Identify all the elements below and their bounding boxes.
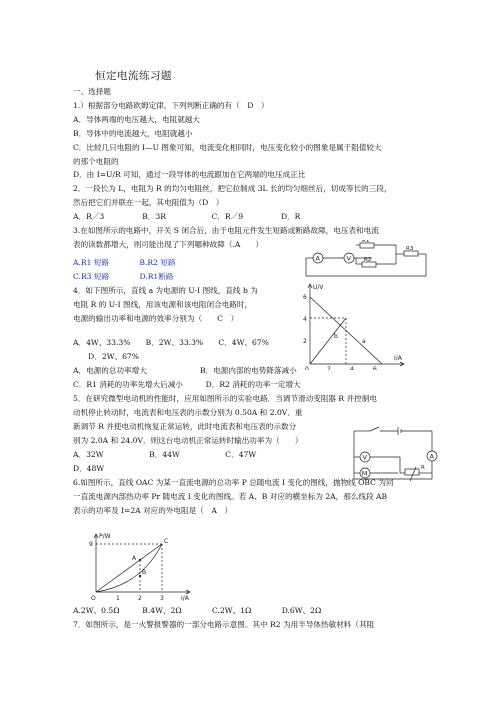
q6-options: A.2W、0.5Ω B.4W、2Ω C.2W、1Ω D.6W、2Ω (73, 606, 322, 615)
line-b-label: b (334, 333, 338, 340)
motor-label: M (361, 469, 368, 478)
x-axis-label: I/A (394, 355, 402, 362)
section-heading: 一、选择题 (73, 87, 111, 96)
voltmeter-label: V (346, 254, 351, 263)
question-line: A．32W B．44W C．47W (73, 450, 257, 459)
ui-graph-q4 (300, 280, 410, 370)
question-line: 动机停止转动时，电流表和电压表的示数分别为 0.50A 和 2.0V．重 (73, 408, 303, 417)
question-line: 1.）根据部分电路欧姆定律，下列判断正确的有（ D ） (73, 101, 269, 110)
question-line: C.R3 短路 D.R1断路 (73, 272, 174, 281)
circuit-diagram-q3 (300, 240, 430, 280)
x-tick: 3 (160, 595, 164, 602)
question-line: C．比较几只电阻的 I—U 图象可知，电流变化相同时，电压变化较小的图象是属于阻值较大 (73, 143, 382, 152)
x-tick: 4 (350, 366, 354, 370)
question-line: 5．在研究微型电动机的性能时，应用如图所示的实验电路．当调节滑动变阻器 R 并控制电 (73, 394, 377, 403)
ammeter-label: A (315, 254, 320, 263)
question-line: A.R1 短路 B.R2 短路 (73, 258, 176, 267)
q7-text: 7．如图所示，是一火警报警器的一部分电路示意图。其中 R2 为用半导体热敏材料（其阻 (73, 620, 375, 629)
x-tick: 2 (327, 366, 331, 370)
question-line: D．48W (73, 464, 105, 473)
r2-label: R2 (364, 257, 372, 263)
question-line: 新调节 R 并使电动机恢复正常运转，此时电流表和电压表的示数分 (73, 422, 297, 431)
question-line: B．导体中的电流越大，电阻就越小 (73, 129, 193, 138)
question-line: 电阻 R 的 U-I 图线，用该电源和该电阻闭合电路时， (73, 300, 253, 309)
r1-label: R1 (362, 240, 370, 244)
question-line: 电源的输出功率和电源的效率分别为（ C ） (73, 314, 239, 323)
point-b-label: B (142, 569, 147, 576)
question-line: 4．如下图所示，直线 a 为电源的 U-I 图线，直线 b 为 (73, 286, 258, 295)
question-line: A．导体两端的电压越大，电阻就越大 (73, 115, 200, 124)
point-a-label: A (132, 555, 137, 562)
question-line: 别为 2.0A 和 24.0V．则这台电动机正常运转时输出功率为（ ） (73, 436, 303, 445)
question-line: 3.在如图所示的电路中，开关 S 闭合后，由于电阻元件发生短路或断路故障，电压表和电流 (73, 226, 379, 235)
question-line: D．由 I=U/R 可知，通过一段导体的电流跟加在它两端的电压成正比 (73, 170, 306, 179)
question-line: 6.如图所示，直线 OAC 为某一直流电源的总功率 P 总随电流 I 变化的图线，抛物线 OBC 为同 (73, 478, 394, 487)
x-axis-label: I/A (181, 595, 189, 602)
y-axis-label: U/V (313, 284, 324, 291)
line-a-label: a (362, 338, 366, 345)
r3-label: R3 (406, 246, 414, 252)
x-tick: 0 (305, 366, 309, 370)
x-tick: 1 (116, 595, 120, 602)
point-c-label: C (164, 538, 169, 545)
x-tick: O (91, 595, 96, 602)
question-line: 表示的功率及 I=2A 对应的外电阻是（ A ） (73, 506, 233, 515)
x-tick: 2 (138, 595, 142, 602)
question-line: A．4W、33.3% B．2W、33.3% C．4W、67% (73, 338, 269, 347)
question-line: 然后把它们并联在一起，其电阻值为（D ） (73, 198, 224, 207)
y-tick: 6 (303, 294, 307, 301)
question-line: A．电源的总功率增大 B．电源内部的电势降落减小 (73, 366, 297, 375)
question-line: C．R1 消耗的功率先增大后减小 D．R2 消耗的功率一定增大 (73, 380, 301, 389)
question-line: A．R／3 B．3R C．R／9 D．R (73, 212, 301, 221)
ammeter-label: A (429, 452, 434, 461)
question-line: D．2W、67% (73, 352, 139, 361)
voltmeter-label: V (362, 453, 367, 462)
y-tick: 4 (303, 316, 307, 323)
question-line: 2．一段长为 L，电阻为 R 的均匀电阻丝，把它拉制成 3L 长的均匀细丝后，切成等长的三段， (73, 184, 392, 193)
y-axis-label: P/W (99, 533, 111, 540)
question-line: 的那个电阻的 (73, 157, 119, 166)
power-graph-q6 (86, 530, 196, 605)
y-tick: 2 (303, 338, 307, 345)
y-tick: 9 (89, 541, 93, 548)
rheostat-label: R (421, 465, 425, 471)
question-line: 表的读数都增大，则可能出现了下列哪种故障（.A ） (73, 240, 264, 249)
question-line: 一直流电源内部热功率 Pr 随电流 I 变化的图线。若 A、B 对应的横坐标为 2A，那么线段 AB (73, 492, 388, 501)
page-title: 恒定电流练习题 (95, 70, 172, 82)
x-tick: 6 (373, 366, 377, 370)
motor-circuit-q5 (350, 425, 440, 487)
